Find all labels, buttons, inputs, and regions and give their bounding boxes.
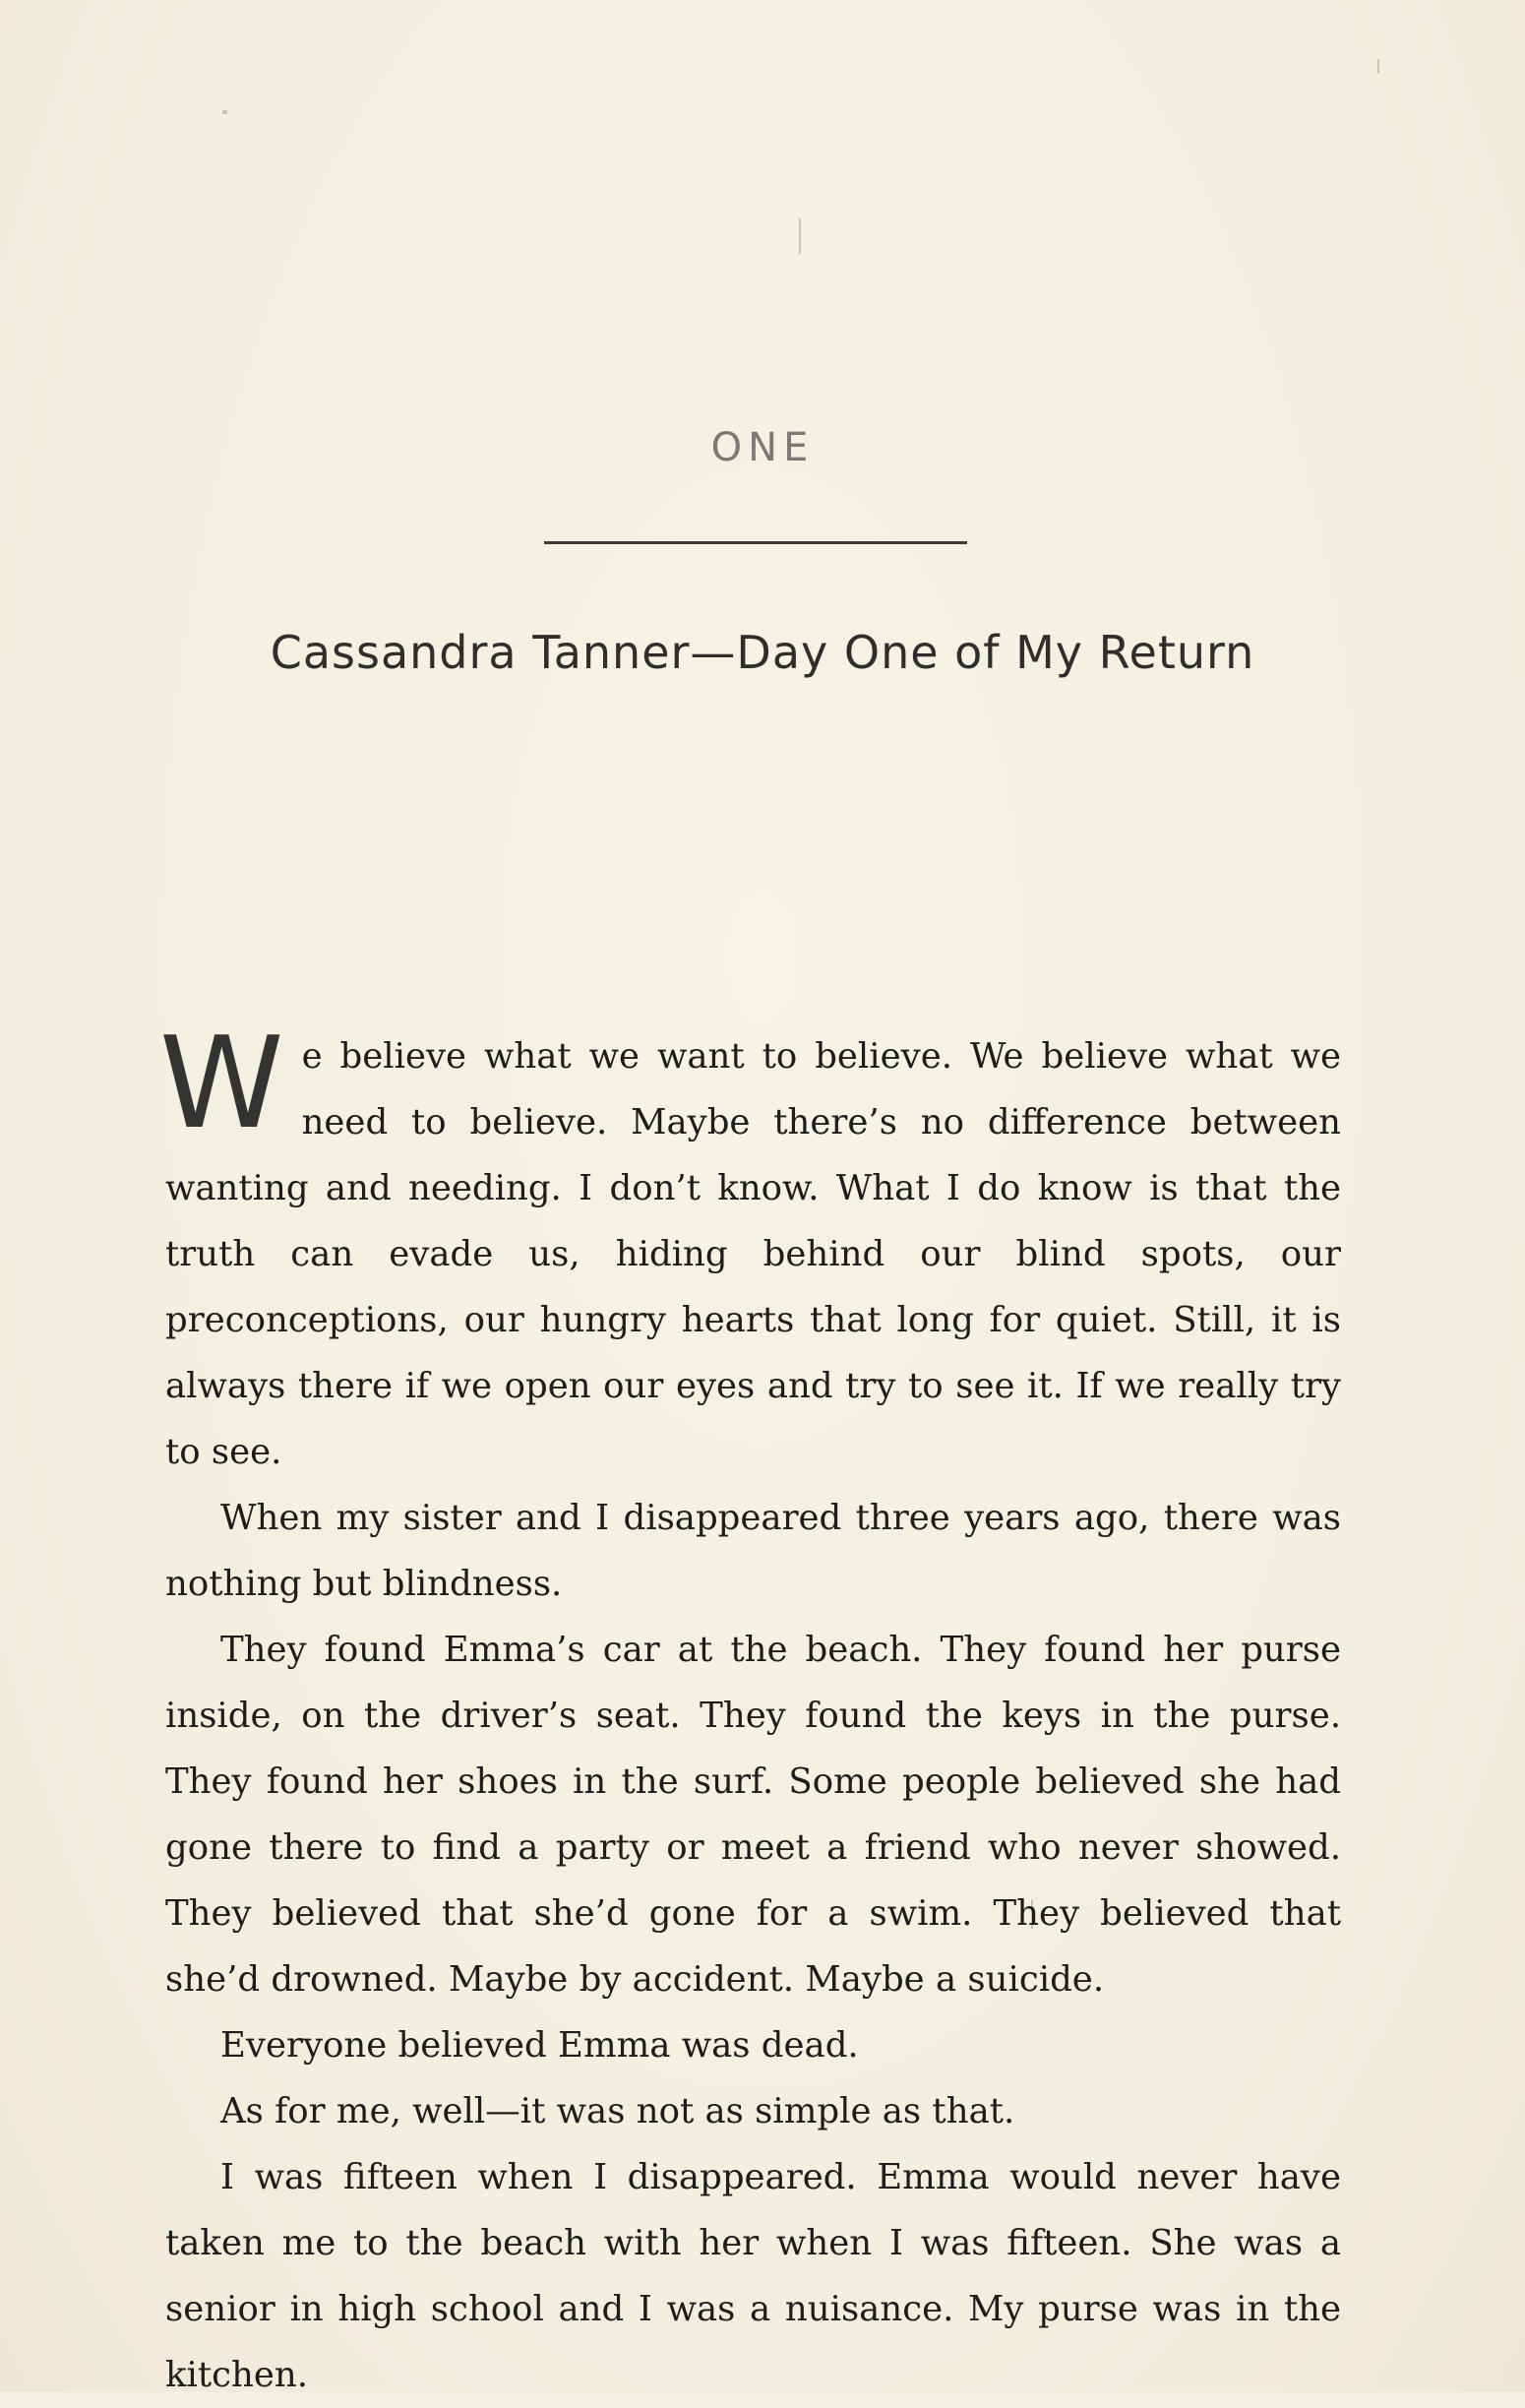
paragraph-2: When my sister and I disappeared three years ago, there was nothing but blindness. [165,1498,1341,1604]
page-speck [222,110,227,114]
chapter-title: Cassandra Tanner—Day One of My Return [270,626,1255,679]
paragraph-5: As for me, well—it was not as simple as that. [220,2091,1015,2131]
paragraph-3: They found Emma’s car at the beach. They found her purse inside, on the driver’s seat. They found the keys in the purse. They found her shoes in the surf. Some people believed she had gone there to find a party or meet a friend who never showed. They believed that she’d gone for a swim. They believed that she’d drowned. Maybe by accident. Maybe a suicide. [165,1630,1341,2000]
chapter-rule [544,541,967,544]
paragraph-4: Everyone believed Emma was dead. [220,2025,859,2066]
page-speck [799,218,801,254]
paragraph-1 [159,1011,1341,1485]
chapter-body [159,1011,1341,2408]
chapter-number: ONE [710,425,815,470]
paragraph-6: I was fifteen when I disappeared. Emma would never have taken me to the beach with her when I was fifteen. She was a senior in high school and I was a nuisance. My purse was in the kitchen. [165,2157,1341,2395]
drop-cap: W [159,1011,284,1157]
paragraph-1-text: e believe what we want to believe. We believe what we need to believe. Maybe there’s no difference between wanting and needing. I don’t know. What I do know is that the truth can evade us, hiding behind our blind spots, our preconceptions, our hungry hearts that long for quiet. Still, it is always there if we open our eyes and try to see it. If we really try to see. [165,1036,1341,1472]
page-speck [1377,59,1379,73]
